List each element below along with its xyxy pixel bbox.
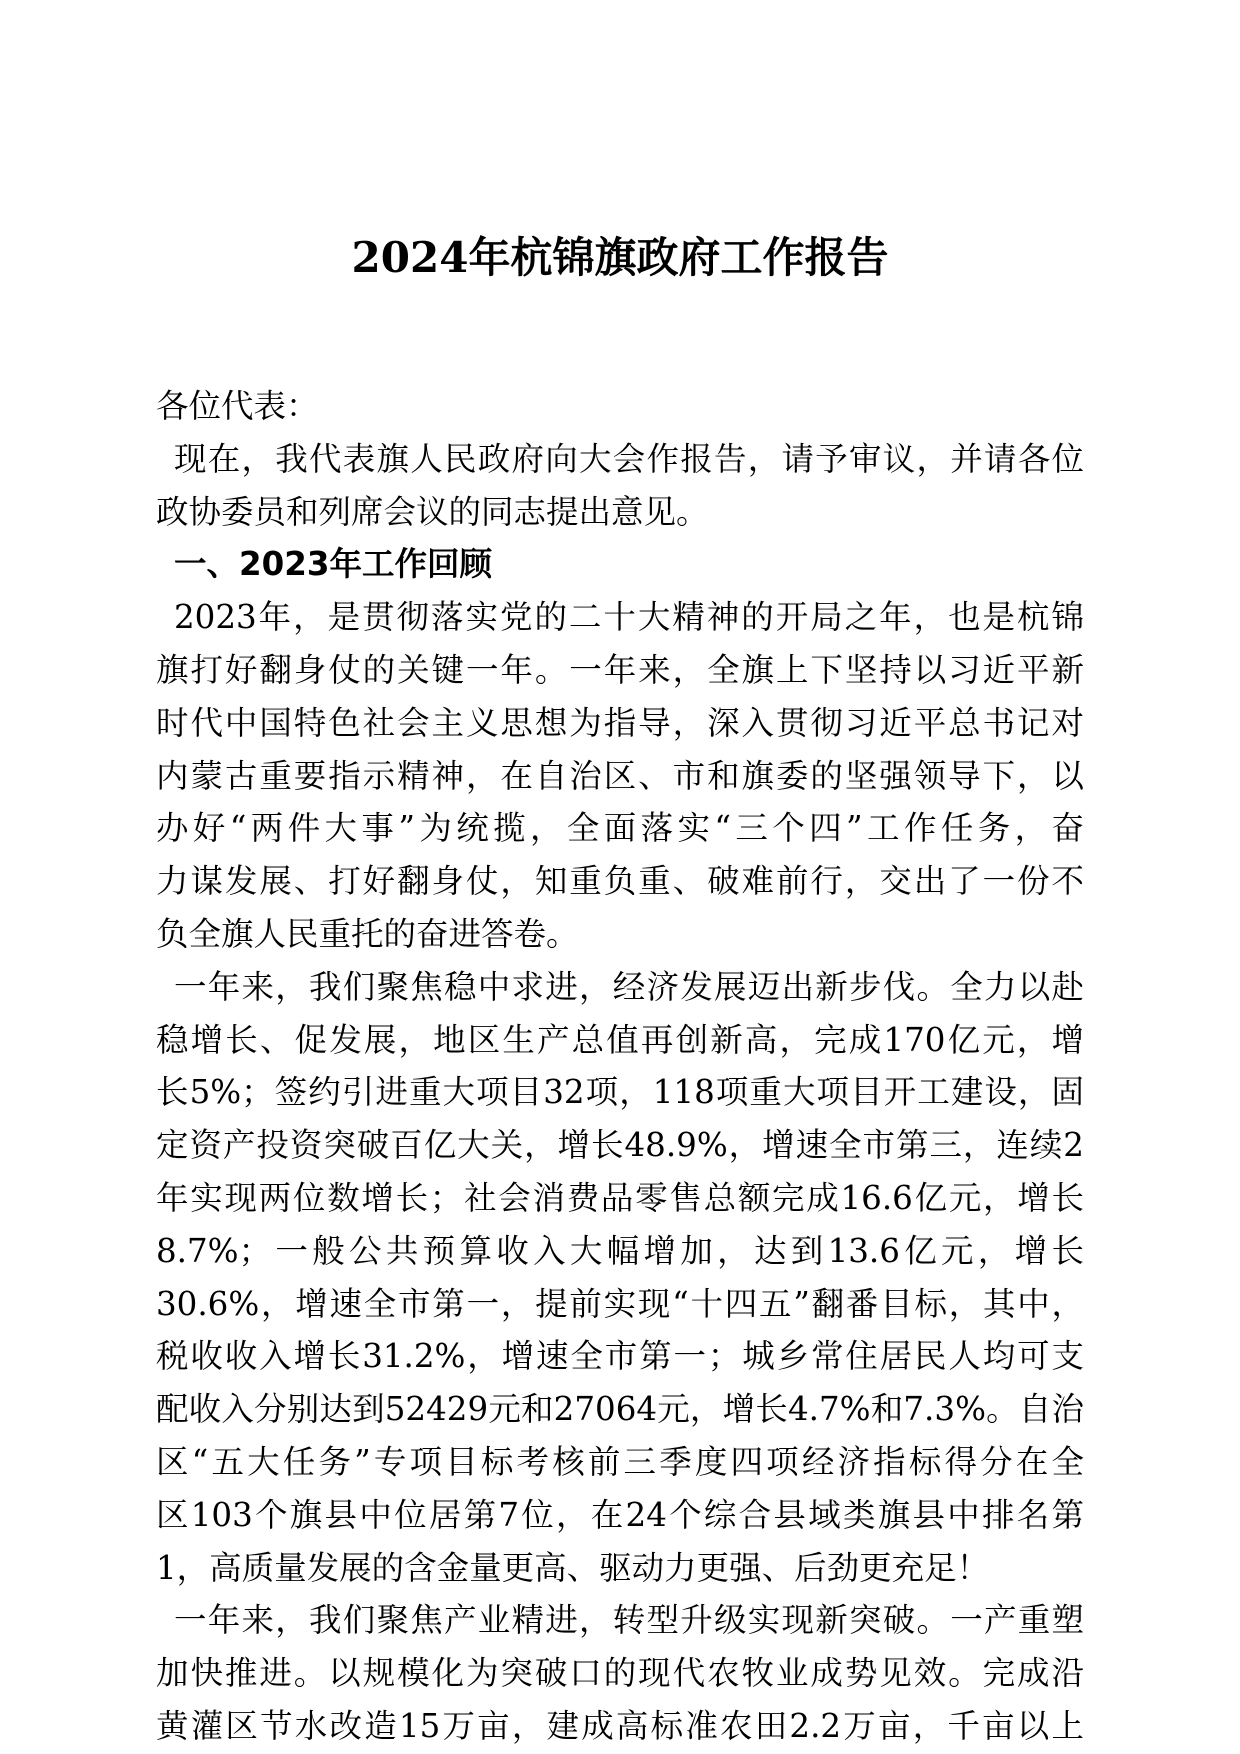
paragraph-line: 黄灌区节水改造15万亩，建成高标准农田2.2万亩，千亩以上 (156, 1706, 1084, 1745)
paragraph-line: 区103个旗县中位居第7位，在24个综合县域类旗县中排名第 (156, 1495, 1084, 1534)
paragraph-line: 时代中国特色社会主义思想为指导，深入贯彻习近平总书记对 (156, 703, 1084, 742)
paragraph-line: 30.6%，增速全市第一，提前实现“十四五”翻番目标，其中， (156, 1284, 1084, 1323)
paragraph-line: 1，高质量发展的含金量更高、驱动力更强、后劲更充足！ (156, 1548, 990, 1587)
paragraph-line: 加快推进。以规模化为突破口的现代农牧业成势见效。完成沿 (156, 1654, 1084, 1693)
paragraph-line: 长5%；签约引进重大项目32项，118项重大项目开工建设，固 (156, 1073, 1084, 1112)
paragraph-line: 税收收入增长31.2%，增速全市第一；城乡常住居民人均可支 (156, 1337, 1084, 1376)
paragraph-line: 定资产投资突破百亿大关，增长48.9%，增速全市第三，连续2 (156, 1126, 1084, 1165)
paragraph-line: 各位代表： (156, 387, 319, 425)
paragraph-line: 一年来，我们聚焦稳中求进，经济发展迈出新步伐。全力以赴 (174, 967, 1084, 1006)
paragraph-line: 政协委员和列席会议的同志提出意见。 (156, 492, 709, 531)
document-title: 2024年杭锦旗政府工作报告 (351, 233, 889, 282)
paragraph-line: 配收入分别达到52429元和27064元，增长4.7%和7.3%。自治 (156, 1390, 1084, 1429)
paragraph-line: 现在，我代表旗人民政府向大会作报告，请予审议，并请各位 (174, 439, 1084, 478)
paragraph-line: 稳增长、促发展，地区生产总值再创新高，完成170亿元，增 (156, 1020, 1084, 1059)
section-heading: 一、2023年工作回顾 (174, 545, 492, 584)
paragraph-line: 办好“两件大事”为统揽，全面落实“三个四”工作任务，奋 (156, 809, 1084, 848)
paragraph-line: 内蒙古重要指示精神，在自治区、市和旗委的坚强领导下，以 (156, 756, 1084, 795)
paragraph-line: 8.7%；一般公共预算收入大幅增加，达到13.6亿元，增长 (156, 1231, 1084, 1270)
document-body (156, 380, 1084, 1753)
paragraph-line: 力谋发展、打好翻身仗，知重负重、破难前行，交出了一份不 (156, 862, 1084, 901)
paragraph-line: 负全旗人民重托的奋进答卷。 (156, 914, 579, 953)
paragraph-line: 年实现两位数增长；社会消费品零售总额完成16.6亿元，增长 (156, 1178, 1084, 1217)
paragraph-line: 一年来，我们聚焦产业精进，转型升级实现新突破。一产重塑 (174, 1601, 1084, 1640)
paragraph-line: 2023年，是贯彻落实党的二十大精神的开局之年，也是杭锦 (174, 598, 1084, 637)
paragraph-line: 区“五大任务”专项目标考核前三季度四项经济指标得分在全 (156, 1442, 1084, 1481)
paragraph-line: 旗打好翻身仗的关键一年。一年来，全旗上下坚持以习近平新 (156, 650, 1084, 689)
